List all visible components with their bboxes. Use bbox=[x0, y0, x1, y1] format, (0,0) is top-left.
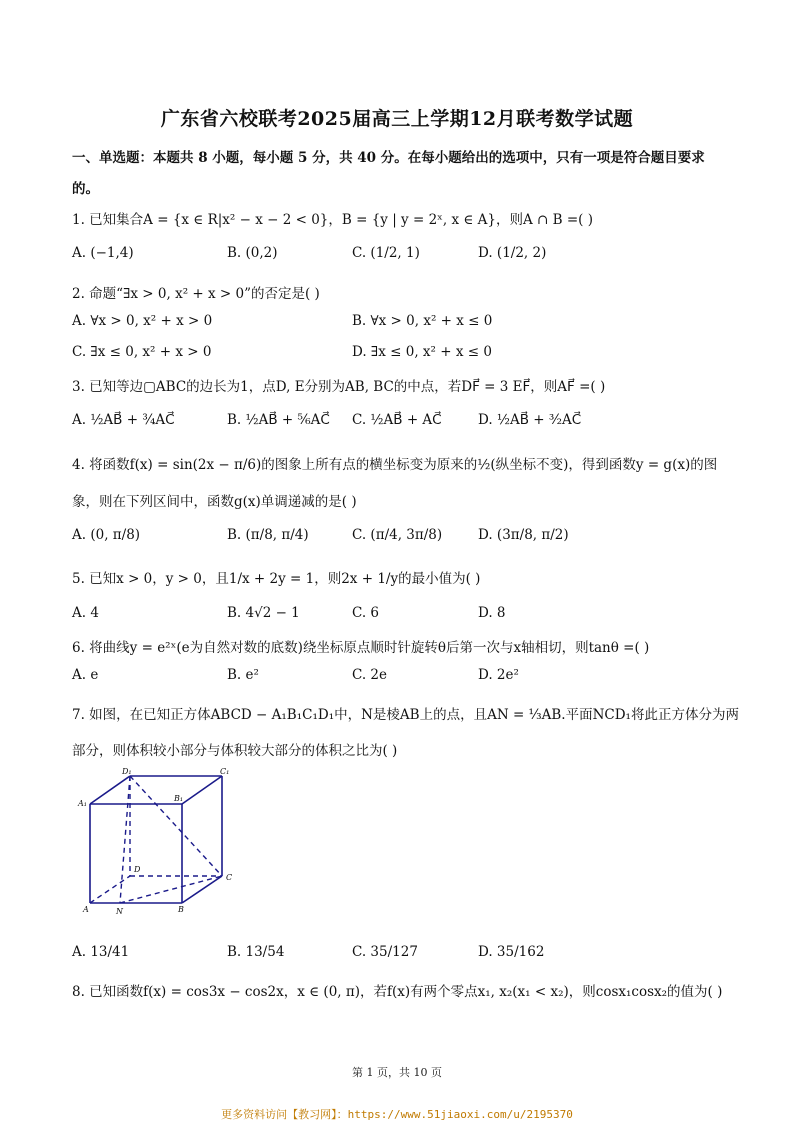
hidden-edge-a-d bbox=[90, 876, 130, 903]
question-7-stem-line1: 7. 如图，在已知正方体ABCD − A₁B₁C₁D₁中，N是棱AB上的点，且AN = ⅓AB.平面NCD₁将此正方体分为两 bbox=[72, 707, 739, 723]
edge-a1-d1 bbox=[90, 776, 130, 804]
question-5-option-b: B. 4√2 − 1 bbox=[227, 605, 300, 621]
section-line-n-c bbox=[120, 876, 222, 903]
question-4-option-b: B. (π/8, π/4) bbox=[227, 527, 309, 543]
label-n: N bbox=[116, 907, 123, 916]
question-6-stem: 6. 将曲线y = e²ˣ(e为自然对数的底数)绕坐标原点顺时针旋转θ后第一次与x轴相切，则tanθ =( ) bbox=[72, 640, 650, 656]
question-8-stem: 8. 已知函数f(x) = cos3x − cos2x，x ∈ (0, π)，若f(x)有两个零点x₁, x₂(x₁ < x₂)，则cosx₁cosx₂的值为( ) bbox=[72, 984, 723, 1000]
section-line-d1-c bbox=[130, 776, 222, 876]
question-4-option-c: C. (π/4, 3π/8) bbox=[352, 527, 443, 543]
question-5-stem: 5. 已知x > 0，y > 0，且1/x + 2y = 1，则2x + 1/y的最小值为( ) bbox=[72, 571, 481, 587]
page-footer: 第 1 页，共 10 页 bbox=[352, 1066, 442, 1079]
question-7-option-a: A. 13/41 bbox=[72, 944, 130, 960]
question-4-stem-line2: 象，则在下列区间中，函数g(x)单调递减的是( ) bbox=[72, 494, 357, 510]
question-2-option-d: D. ∃x ≤ 0, x² + x ≤ 0 bbox=[352, 344, 492, 360]
label-a: A bbox=[83, 905, 89, 914]
question-7-option-b: B. 13/54 bbox=[227, 944, 285, 960]
question-4-stem-line1: 4. 将函数f(x) = sin(2x − π/6)的图象上所有点的横坐标变为原来的½(纵坐标不变)，得到函数y = g(x)的图 bbox=[72, 457, 718, 473]
label-b1: B₁ bbox=[174, 794, 184, 803]
question-2-option-b: B. ∀x > 0, x² + x ≤ 0 bbox=[352, 313, 493, 329]
question-1-option-d: D. (1/2, 2) bbox=[478, 245, 547, 261]
question-2-option-c: C. ∃x ≤ 0, x² + x > 0 bbox=[72, 344, 212, 360]
label-d1: D₁ bbox=[122, 767, 132, 776]
question-1-option-b: B. (0,2) bbox=[227, 245, 278, 261]
question-3-option-d: D. ½AB⃗ + ³⁄₂AC⃗ bbox=[478, 412, 582, 428]
question-3-option-c: C. ½AB⃗ + AC⃗ bbox=[352, 412, 442, 428]
edge-b-c bbox=[182, 876, 222, 903]
label-d: D bbox=[134, 865, 141, 874]
question-1-option-c: C. (1/2, 1) bbox=[352, 245, 420, 261]
question-3-option-a: A. ½AB⃗ + ¾AC⃗ bbox=[72, 412, 175, 428]
question-4-option-a: A. (0, π/8) bbox=[72, 527, 141, 543]
source-link[interactable]: 更多资料访问【教习网】：https://www.51jiaoxi.com/u/2195370 bbox=[221, 1108, 573, 1121]
question-5-option-c: C. 6 bbox=[352, 605, 380, 621]
page-title: 广东省六校联考2025届高三上学期12月联考数学试题 bbox=[160, 108, 634, 130]
label-c: C bbox=[226, 873, 233, 882]
section-heading-line2: 的。 bbox=[72, 181, 99, 197]
question-3-stem: 3. 已知等边▢ABC的边长为1，点D, E分别为AB, BC的中点，若DF⃗ = 3 EF⃗，则AF⃗ =( ) bbox=[72, 379, 606, 395]
question-6-option-b: B. e² bbox=[227, 667, 259, 683]
question-3-option-b: B. ½AB⃗ + ⅚AC⃗ bbox=[227, 412, 330, 428]
question-6-option-a: A. e bbox=[72, 667, 99, 683]
question-2-option-a: A. ∀x > 0, x² + x > 0 bbox=[72, 313, 213, 329]
question-1-option-a: A. (−1,4) bbox=[72, 245, 134, 261]
label-a1: A₁ bbox=[78, 799, 87, 808]
question-7-option-d: D. 35/162 bbox=[478, 944, 545, 960]
label-b: B bbox=[178, 905, 184, 914]
question-7-option-c: C. 35/127 bbox=[352, 944, 418, 960]
question-5-option-d: D. 8 bbox=[478, 605, 506, 621]
question-4-option-d: D. (3π/8, π/2) bbox=[478, 527, 569, 543]
cube-figure bbox=[74, 766, 244, 916]
question-7-stem-line2: 部分，则体积较小部分与体积较大部分的体积之比为( ) bbox=[72, 743, 398, 759]
question-6-option-d: D. 2e² bbox=[478, 667, 519, 683]
section-line-d1-n bbox=[120, 776, 130, 903]
label-c1: C₁ bbox=[220, 767, 230, 776]
question-6-option-c: C. 2e bbox=[352, 667, 388, 683]
section-heading-line1: 一、单选题：本题共 8 小题，每小题 5 分，共 40 分。在每小题给出的选项中，只有一项是符合题目要求 bbox=[72, 150, 705, 166]
edge-b1-c1 bbox=[182, 776, 222, 804]
question-5-option-a: A. 4 bbox=[72, 605, 99, 621]
question-1-stem: 1. 已知集合A = {x ∈ R|x² − x − 2 < 0}，B = {y | y = 2ˣ, x ∈ A}，则A ∩ B =( ) bbox=[72, 212, 593, 228]
question-2-stem: 2. 命题“∃x > 0, x² + x > 0”的否定是( ) bbox=[72, 286, 320, 302]
